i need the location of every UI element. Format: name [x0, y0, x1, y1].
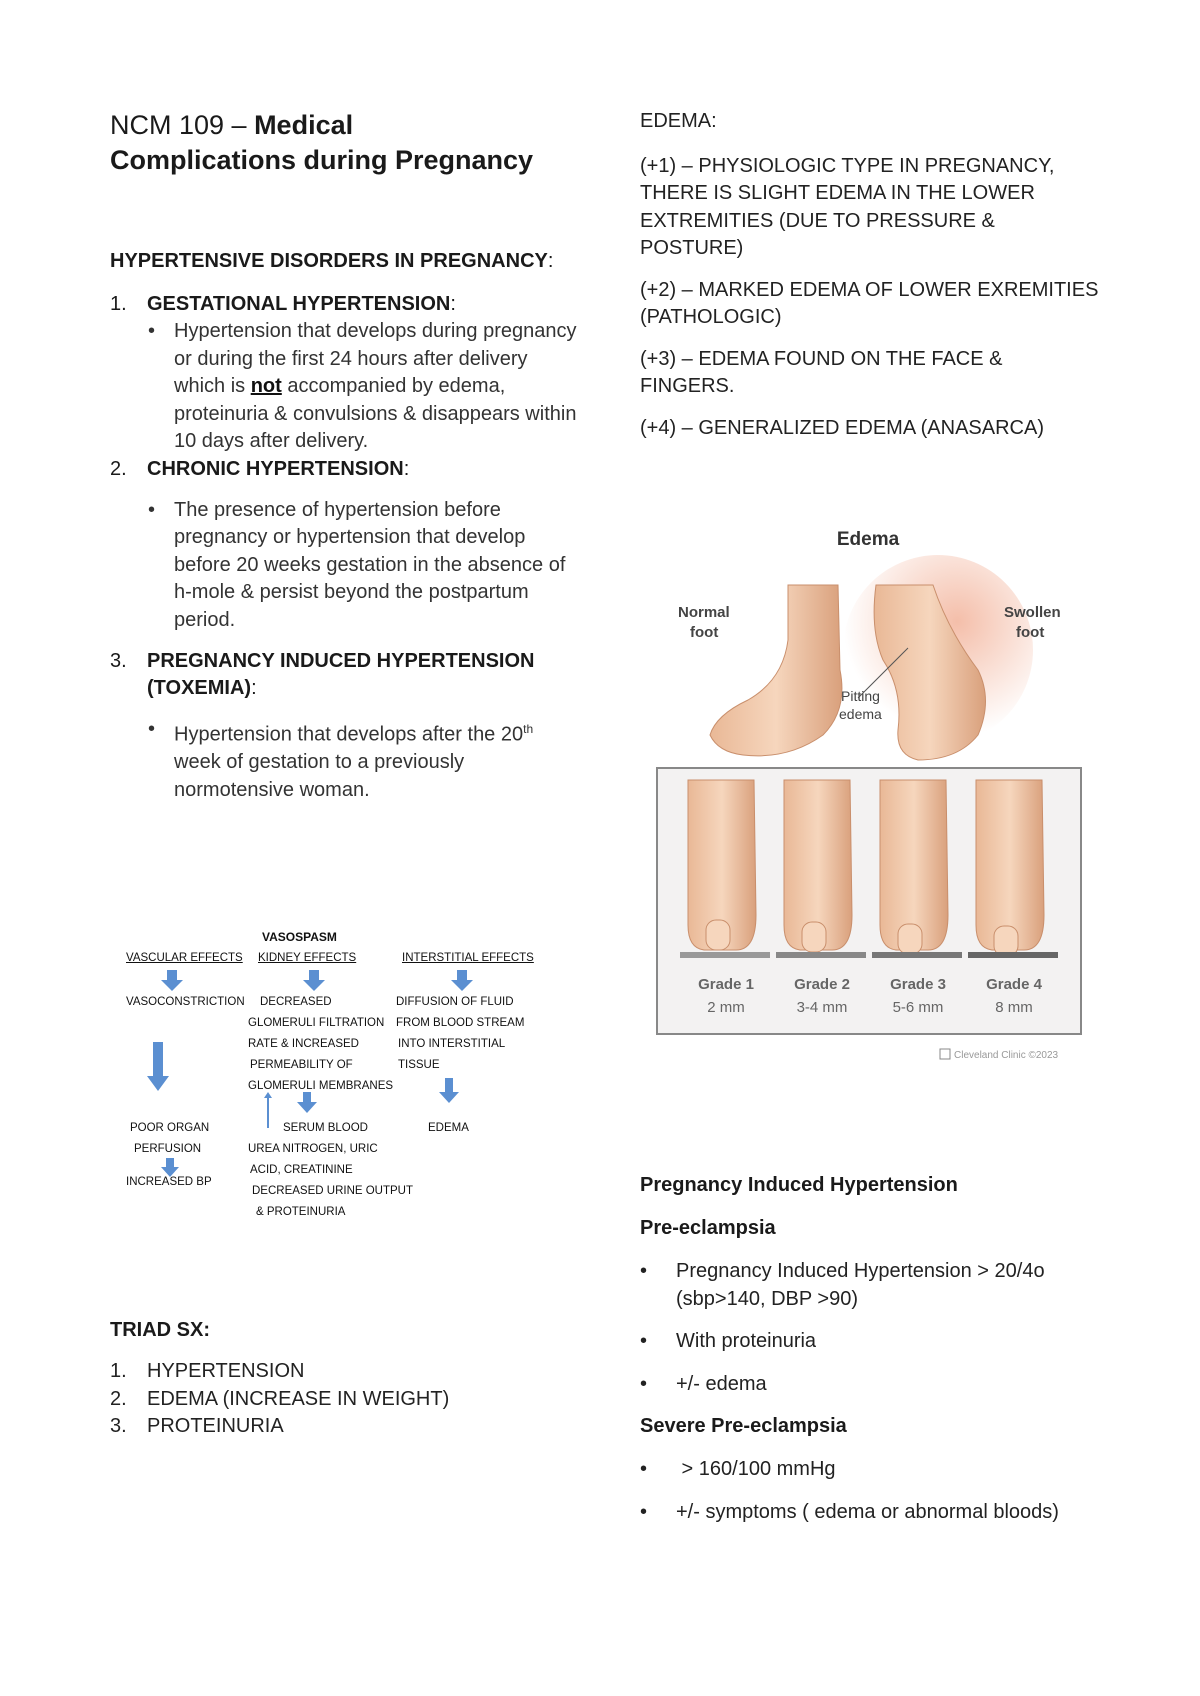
flow-arrow-down-icon [146, 1042, 170, 1092]
bullet-item: • Hypertension that develops during pregnancy or during the first 24 hours after delivery which is not accompanied by edema, proteinuria & convulsions & disappears within 10 days after delivery. [148, 320, 577, 452]
bullet-item: • The presence of hypertension before pregnancy or hypertension that develop before 20 weeks gestation in the absence of h-mole & persist beyond the postpartum period. [148, 498, 566, 631]
flow-arrow-up-icon [264, 1092, 272, 1128]
grade-depth: 5-6 mm [892, 999, 944, 1016]
figure-title: Edema [836, 529, 900, 550]
triad-item: 1. HYPERTENSION [110, 1360, 305, 1382]
grade-label: Grade 4 [986, 976, 1042, 993]
svg-text:foot: foot [690, 624, 719, 641]
flow-arrow-down-icon [302, 970, 326, 992]
flow-interstitial-text: INTO INTERSTITIAL [398, 1038, 506, 1050]
bullet-item: • Hypertension that develops after the 20th week of gestation to a previously normotensive woman. [148, 718, 534, 801]
flow-kidney-text: PERMEABILITY OF [250, 1059, 353, 1071]
flow-interstitial-text: TISSUE [398, 1059, 440, 1071]
flow-kidney-text: GLOMERULI FILTRATION [248, 1017, 385, 1029]
right-column [640, 108, 1100, 456]
bullet-item: • Pregnancy Induced Hypertension > 20/4o (sbp>140, DBP >90) [640, 1260, 1045, 1310]
flow-kidney-text: RATE & INCREASED [248, 1038, 359, 1050]
figure-credit: Cleveland Clinic ©2023 [954, 1050, 1059, 1061]
bullet-item: • +/- symptoms ( edema or abnormal bloods) [640, 1500, 1059, 1523]
list-item: 1. GESTATIONAL HYPERTENSION: [110, 291, 580, 318]
svg-text:Normal: Normal [678, 604, 730, 621]
flow-vascular-text: INCREASED BP [126, 1176, 212, 1188]
flow-vascular-text: POOR ORGAN [130, 1122, 210, 1134]
triad-item: 2. EDEMA (INCREASE IN WEIGHT) [110, 1387, 450, 1410]
grade-depth: 8 mm [995, 999, 1033, 1016]
list-number: 2. [110, 457, 127, 480]
svg-text:foot: foot [1016, 624, 1045, 641]
grade-label: Grade 3 [890, 976, 946, 993]
edema-grade-1: (+1) – PHYSIOLOGIC TYPE IN PREGNANCY, THERE IS SLIGHT EDEMA IN THE LOWER EXTREMITIES (DUE TO PRESSURE & POSTURE) [640, 154, 1055, 259]
flow-arrow-down-icon [160, 1158, 180, 1178]
flow-kidney-text: GLOMERULI MEMBRANES [248, 1080, 394, 1092]
flow-col2-head: KIDNEY EFFECTS [258, 952, 357, 964]
flow-vasoconstriction: VASOCONSTRICTION [126, 996, 245, 1008]
flow-interstitial-text: DIFFUSION OF FLUID [396, 996, 514, 1008]
triad-item: 3. PROTEINURIA [110, 1415, 284, 1437]
flow-arrow-down-icon [438, 1078, 460, 1104]
list-item: 2. CHRONIC HYPERTENSION: [110, 456, 580, 483]
flow-col3-head: INTERSTITIAL EFFECTS [402, 952, 534, 964]
title-part-2: Complications during Pregnancy [110, 145, 534, 175]
list-item: 3. PREGNANCY INDUCED HYPERTENSION (TOXEMIA): [110, 648, 580, 702]
pih-heading: Pregnancy Induced Hypertension [640, 1174, 958, 1196]
flow-interstitial-text: FROM BLOOD STREAM [396, 1017, 525, 1029]
flow-edema-text: EDEMA [428, 1122, 469, 1134]
flow-kidney-text: DECREASED URINE OUTPUT [252, 1185, 414, 1197]
flow-vasospasm: VASOSPASM [262, 930, 337, 944]
edema-grade-3: (+3) – EDEMA FOUND ON THE FACE & FINGERS. [640, 347, 1003, 397]
triad-heading: TRIAD SX: [110, 1319, 210, 1341]
flow-kidney-text: UREA NITROGEN, URIC [248, 1143, 378, 1155]
flow-kidney-text: DECREASED [260, 996, 332, 1008]
edema-illustration [648, 520, 1088, 1110]
svg-text:edema: edema [839, 706, 882, 722]
title-part-1: Medical [254, 110, 354, 140]
flow-arrow-down-icon [450, 970, 474, 992]
edema-heading: EDEMA: [640, 110, 717, 132]
svg-text:Swollen: Swollen [1004, 604, 1061, 621]
grade-label: Grade 1 [698, 976, 754, 993]
bullet-item: • > 160/100 mmHg [640, 1458, 836, 1480]
grade-depth: 3-4 mm [796, 999, 848, 1016]
triad-section [110, 1317, 580, 1441]
edema-grade-2: (+2) – MARKED EDEMA OF LOWER EXREMITIES (PATHOLOGIC) [640, 278, 1099, 328]
bullet-item: • With proteinuria [640, 1330, 817, 1352]
flow-kidney-text: & PROTEINURIA [256, 1206, 346, 1218]
list-item-title: GESTATIONAL HYPERTENSION [147, 293, 451, 315]
flow-vascular-text: PERFUSION [134, 1143, 202, 1155]
grade-depth: 2 mm [707, 999, 745, 1016]
left-column [110, 108, 580, 804]
pih-section [640, 1172, 1100, 1541]
edema-illustration-graphic [648, 520, 1088, 1110]
pre-eclampsia-heading: Pre-eclampsia [640, 1217, 776, 1239]
list-item-title: CHRONIC HYPERTENSION [147, 457, 404, 480]
vasospasm-flowchart [120, 930, 540, 1245]
flow-arrow-down-icon [296, 1092, 318, 1114]
flow-arrow-down-icon [160, 970, 184, 992]
severe-heading: Severe Pre-eclampsia [640, 1415, 847, 1437]
bullet-item: • +/- edema [640, 1372, 767, 1395]
list-item-title: PREGNANCY INDUCED HYPERTENSION (TOXEMIA [147, 650, 535, 699]
flow-kidney-text: ACID, CREATININE [250, 1164, 353, 1176]
grade-label: Grade 2 [794, 976, 850, 993]
list-number: 1. [110, 293, 127, 315]
edema-grade-4: (+4) – GENERALIZED EDEMA (ANASARCA) [640, 416, 1044, 439]
document-title [110, 108, 580, 178]
flow-col1-head: VASCULAR EFFECTS [126, 952, 243, 964]
svg-text:Pitting: Pitting [841, 688, 880, 704]
list-number: 3. [110, 650, 127, 672]
emphasis-not: not [250, 375, 282, 397]
flow-kidney-text: SERUM BLOOD [283, 1122, 368, 1134]
section-heading: HYPERTENSIVE DISORDERS IN PREGNANCY: [110, 250, 554, 272]
title-course-code: NCM 109 – [110, 110, 255, 140]
